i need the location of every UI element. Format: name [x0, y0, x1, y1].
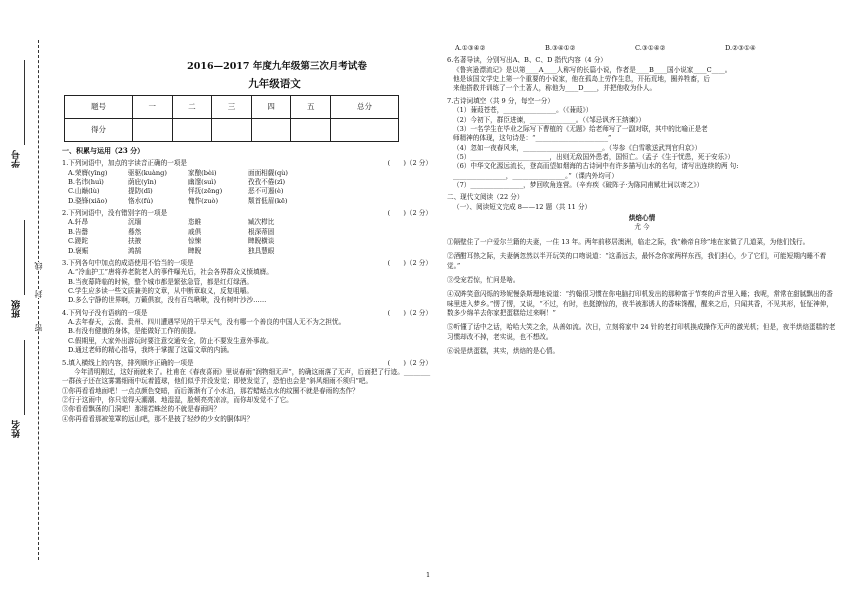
poem-fill-line: （5）________________________，出则无敌国外患者，国恒亡。（孟子《生于忧患，死于安乐》） — [453, 152, 735, 161]
option-item: D.②③①④ — [725, 44, 756, 52]
option-item: 沉缅 — [128, 218, 142, 227]
question-stem: 5.填入横线上的内容，排列顺序正确的一项是 — [62, 358, 194, 367]
option-item: A.轩昂 — [68, 218, 89, 227]
story-paragraph: ⑤听懂了话中之话，哈哈大笑之余，从善如流。次日，立刻将家中 24 针的老打印机换成操作无声的激光机；但是，夜半烘焙蛋糕的老习惯却改不掉，老实说，也不想改。 — [447, 323, 836, 341]
poem-fill-line: ________________，________________。”（课内外均可） — [453, 171, 618, 180]
q5-options — [447, 44, 837, 53]
option-row — [62, 197, 432, 206]
option-item: 幽邃(suì) — [188, 178, 217, 187]
sub-heading: （一）、阅读短文完成 8——12 题（共 11 分） — [453, 202, 592, 211]
option-item: 睥睨横谈 — [248, 237, 275, 246]
option-line: A.“冷血护工”唐将养老院老人的事件曝光后，社会各界群众义愤填膺。 — [68, 268, 273, 277]
option-item: B.名讳(huì) — [68, 178, 104, 187]
story-author: 尤 今 — [634, 223, 650, 232]
option-item: 恣睢 — [188, 218, 202, 227]
name-label: 姓名 — [12, 420, 22, 438]
section-heading: 二、现代文阅读（22 分） — [447, 193, 524, 202]
option-item: D.骁锋(xiāo) — [68, 196, 108, 205]
story-paragraph: ⑥说是烘蛋糕，其实，烘焙的是心情。 — [447, 347, 560, 356]
option-item: 颓首低眉(kē) — [248, 196, 288, 205]
option-line: C.学生应多读一些文质兼美的文章，从中断章取义，反复咀嚼。 — [68, 287, 253, 295]
question-points: ( )（2 分） — [387, 209, 432, 218]
option-line: A.去年春天，云南、贵州、四川遭遇罕见的干旱天气，没有哪一个善良的中国人无不为之担忧。 — [68, 318, 346, 327]
score-header-cell: 二 — [172, 96, 212, 119]
option-item: 提防(dī) — [128, 187, 153, 196]
exam-title: 2016—2017 年度九年级第三次月考试卷 — [187, 61, 367, 72]
question-line: 来他搭救并训练了一个土著人，称他为____D____，并把他收为仆人。 — [453, 84, 657, 93]
option-item: 独具慧眼 — [248, 246, 275, 255]
option-item: 臧次栉比 — [248, 218, 275, 227]
option-item: A.①③④② — [455, 44, 486, 52]
score-row-label: 得分 — [65, 119, 133, 142]
option-item: 驱驱(kuàng) — [128, 168, 167, 177]
option-row — [62, 228, 432, 237]
sentence-item: ②行于这雨中，你只觉得天潮潮、地湿湿，脸颊亮亮凉凉，而你却发觉不了它。 — [62, 395, 293, 404]
option-line: D.通过老师的精心指导，我终于掌握了这篇文章的内涵。 — [68, 346, 234, 355]
poem-fill-line: （7）________________，梦回吹角连营。（辛弃疾《破阵子·为陈同甫赋壮词以寄之》） — [453, 181, 704, 190]
story-paragraph: ④双眸笑意闪烁的珍妮慢条斯理地说道：“约翰很习惯在你电脑打印机发出的那种富于节奏的声音里入睡；我呢，常常在甜腻飘出的香味里进入梦乡。”愣了愣，又说，“不过，有时，也挺撩惊的，夜半被那诱人的香味馋醒，醒来之后，只闻其香，不见其形，怔怔神伸，数多少绵羊去你家把蛋糕给过来啊！” — [447, 290, 833, 317]
option-item: 鸿鹄 — [128, 246, 142, 255]
option-item: 孜孜不倦(zī) — [248, 178, 286, 187]
section-2 — [447, 193, 837, 356]
story-title: 烘焙心情 — [628, 214, 656, 223]
question-stem: 2.下列词语中，没有错别字的一项是 — [62, 209, 168, 218]
score-cell[interactable] — [132, 119, 172, 142]
score-cell[interactable] — [291, 119, 331, 142]
option-item: 荫庇(yīn) — [128, 178, 157, 187]
option-item: 惊悚 — [188, 237, 202, 246]
question-points: ( )（2 分） — [387, 258, 432, 267]
score-cell[interactable] — [331, 119, 399, 142]
option-row — [62, 187, 432, 196]
sentence-item: ④你再看看那被笼罩的远山吧，那不是披了轻纱的少女的胴体吗？ — [62, 414, 254, 423]
exam-subtitle: 九年级语文 — [248, 78, 301, 91]
option-line: D.多么宁静的世界啊，万籁俱寂，没有百鸟啾啾，没有树叶沙沙…… — [68, 296, 267, 305]
question-7 — [447, 97, 837, 191]
score-table-header-row — [65, 96, 399, 119]
seal-mark-mi: 密 — [34, 324, 43, 332]
option-row — [62, 178, 432, 187]
poem-fill-line: （3）一名学生在毕业之际写下曹植的《无题》给老师写了一副对联，其中的比喻正是老 — [453, 124, 708, 133]
question-passage: 今年清明刚过，这好雨就来了。杜甫在《春夜喜雨》里说春雨“润物细无声”，的确这雨落了无声，后面把了行迹。________一群孩子还在这雾霭细雨中玩着篮球，他们似乎并没发觉；即使发觉了，恐怕也会是“斜风细雨不须归”吧。 — [62, 367, 431, 386]
question-points: ( )（2 分） — [387, 358, 432, 367]
story-paragraph: ②酒酣耳热之际，夫妻俩忽然以半开玩笑的口吻说道：“这番远去，最怀念你家两样东西，我们担心，少了它们，可能短期内睡不着觉。” — [447, 252, 827, 270]
seal-mark-xian: 线 — [34, 262, 43, 270]
question-line: 他是该国文学史上第一个重要的小说家，他在孤岛上劳作生息，开拓荒地，圈养牲畜，后 — [453, 75, 711, 84]
option-item: A.荣膺(yīng) — [68, 168, 108, 177]
score-table-score-row — [65, 119, 399, 142]
story-paragraph: ①隔壁住了一户爱尔兰籍的夫妻，一住 13 年。两年前移居澳洲，临走之际，我“赖帝自珍”地在家做了几道菜，为他们饯行。 — [447, 237, 810, 246]
score-table — [64, 95, 399, 142]
left-page — [62, 38, 432, 588]
option-item: C.蹉跎 — [68, 237, 89, 246]
question-3 — [62, 259, 432, 306]
option-item: C.山巅(lù) — [68, 187, 100, 196]
question-6 — [447, 56, 837, 93]
score-header-cell: 题号 — [65, 96, 133, 119]
option-row — [62, 169, 432, 178]
option-item: C.③①④② — [635, 44, 666, 52]
question-stem: 4.下列句子没有语病的一项是 — [62, 308, 148, 317]
question-stem: 1.下列词语中，加点的字读音正确的一项是 — [62, 159, 187, 168]
binding-margin — [0, 0, 58, 595]
binding-dashed-line — [38, 40, 39, 560]
score-header-cell: 五 — [291, 96, 331, 119]
question-5 — [62, 359, 432, 425]
option-item: 扶掖 — [128, 237, 142, 246]
section-heading: 一、积累与运用（23 分） — [62, 146, 145, 156]
question-2 — [62, 209, 432, 256]
option-row — [62, 237, 432, 246]
option-item: 恪水(fú) — [128, 196, 154, 205]
option-item: 家酿(bèi) — [188, 168, 217, 177]
option-item: 面面相觑(qù) — [248, 168, 288, 177]
score-cell[interactable] — [212, 119, 252, 142]
poem-fill-line: （1）蒹葭苍苍，________________。（《蒹葭》） — [453, 106, 593, 115]
story-paragraph: ③受宠若惊，忙问是啥。 — [447, 275, 520, 284]
question-line: 《鲁宾逊漂流记》是以第____A____人称写的长篇小说，作者是____B____国小说家____C____。 — [453, 65, 732, 74]
question-stem: 3.下列各句中加点的成语使用不恰当的一项是 — [62, 258, 194, 267]
option-line: B.有没有健康的身体，是能做好工作的前提。 — [68, 327, 201, 336]
option-row — [62, 247, 432, 256]
option-item: 戚俱 — [188, 227, 202, 236]
score-header-cell: 总分 — [331, 96, 399, 119]
name-blank[interactable] — [24, 340, 25, 415]
option-item: 睥睨 — [188, 246, 202, 255]
poem-fill-line: 师精神的体现，这句诗是：“______________________” — [453, 134, 612, 143]
option-line: B.当夜幕降临的时候，整个城市都是繁弦急管，都是红灯绿酒。 — [68, 277, 253, 286]
page-number: 1 — [426, 571, 431, 579]
seal-mark-feng: 封 — [34, 290, 43, 298]
poem-fill-line: （2）今初下，群臣进谏，______________。（《邹忌讽齐王纳谏》） — [453, 115, 646, 124]
sentence-item: ①你再看看地面吧！一点点颜色变暗，而后渐渐有了小水泊，那若蜡蛞点水的纹圈不就是春雨的杰作？ — [62, 386, 359, 395]
question-points: ( )（2 分） — [387, 308, 432, 317]
question-4 — [62, 309, 432, 356]
question-1 — [62, 159, 432, 206]
score-header-cell: 三 — [212, 96, 252, 119]
student-id-label: 学号 — [12, 150, 22, 168]
score-cell[interactable] — [172, 119, 212, 142]
class-blank[interactable] — [24, 220, 25, 295]
question-stem: 6.名著导读，分别写出A、B、C、D 指代内容（4 分） — [447, 56, 607, 65]
option-row — [62, 218, 432, 227]
option-item: 蓦然 — [128, 227, 142, 236]
option-item: D.褒赈 — [68, 246, 89, 255]
score-header-cell: 一 — [132, 96, 172, 119]
question-points: ( )（2 分） — [387, 159, 432, 168]
score-header-cell: 四 — [251, 96, 291, 119]
sentence-item: ③你看看飘荡的门洞吧！那细若蛛丝的不就是春雨吗？ — [62, 405, 221, 414]
option-item: 怦抚(zēng) — [188, 187, 223, 196]
question-stem: 7.古诗词填空（共 9 分，每空一分） — [447, 96, 554, 105]
option-item: B.③④①② — [545, 44, 576, 52]
option-line: C.假期里，大家外出游玩时要注意交通安全，防止不要发生意外事故。 — [68, 336, 273, 345]
option-item: 恶不可遏(è) — [248, 187, 284, 196]
poem-fill-line: （6）中华文化源远流长，登高而望如烟海的古诗词中有许多描写山水的名句，请写出连续的两 句: — [453, 162, 739, 171]
student-id-blank[interactable] — [24, 60, 25, 145]
option-item: B.告罄 — [68, 227, 89, 236]
right-page — [447, 44, 837, 589]
poem-fill-line: （4）忽如一夜春风来，________________________。（岑参《白雪歌送武判官归京》） — [453, 143, 702, 152]
class-label: 班级 — [12, 300, 22, 318]
option-item: 根深蒂固 — [248, 227, 275, 236]
option-item: 愧怍(zuò) — [188, 196, 219, 205]
score-cell[interactable] — [251, 119, 291, 142]
